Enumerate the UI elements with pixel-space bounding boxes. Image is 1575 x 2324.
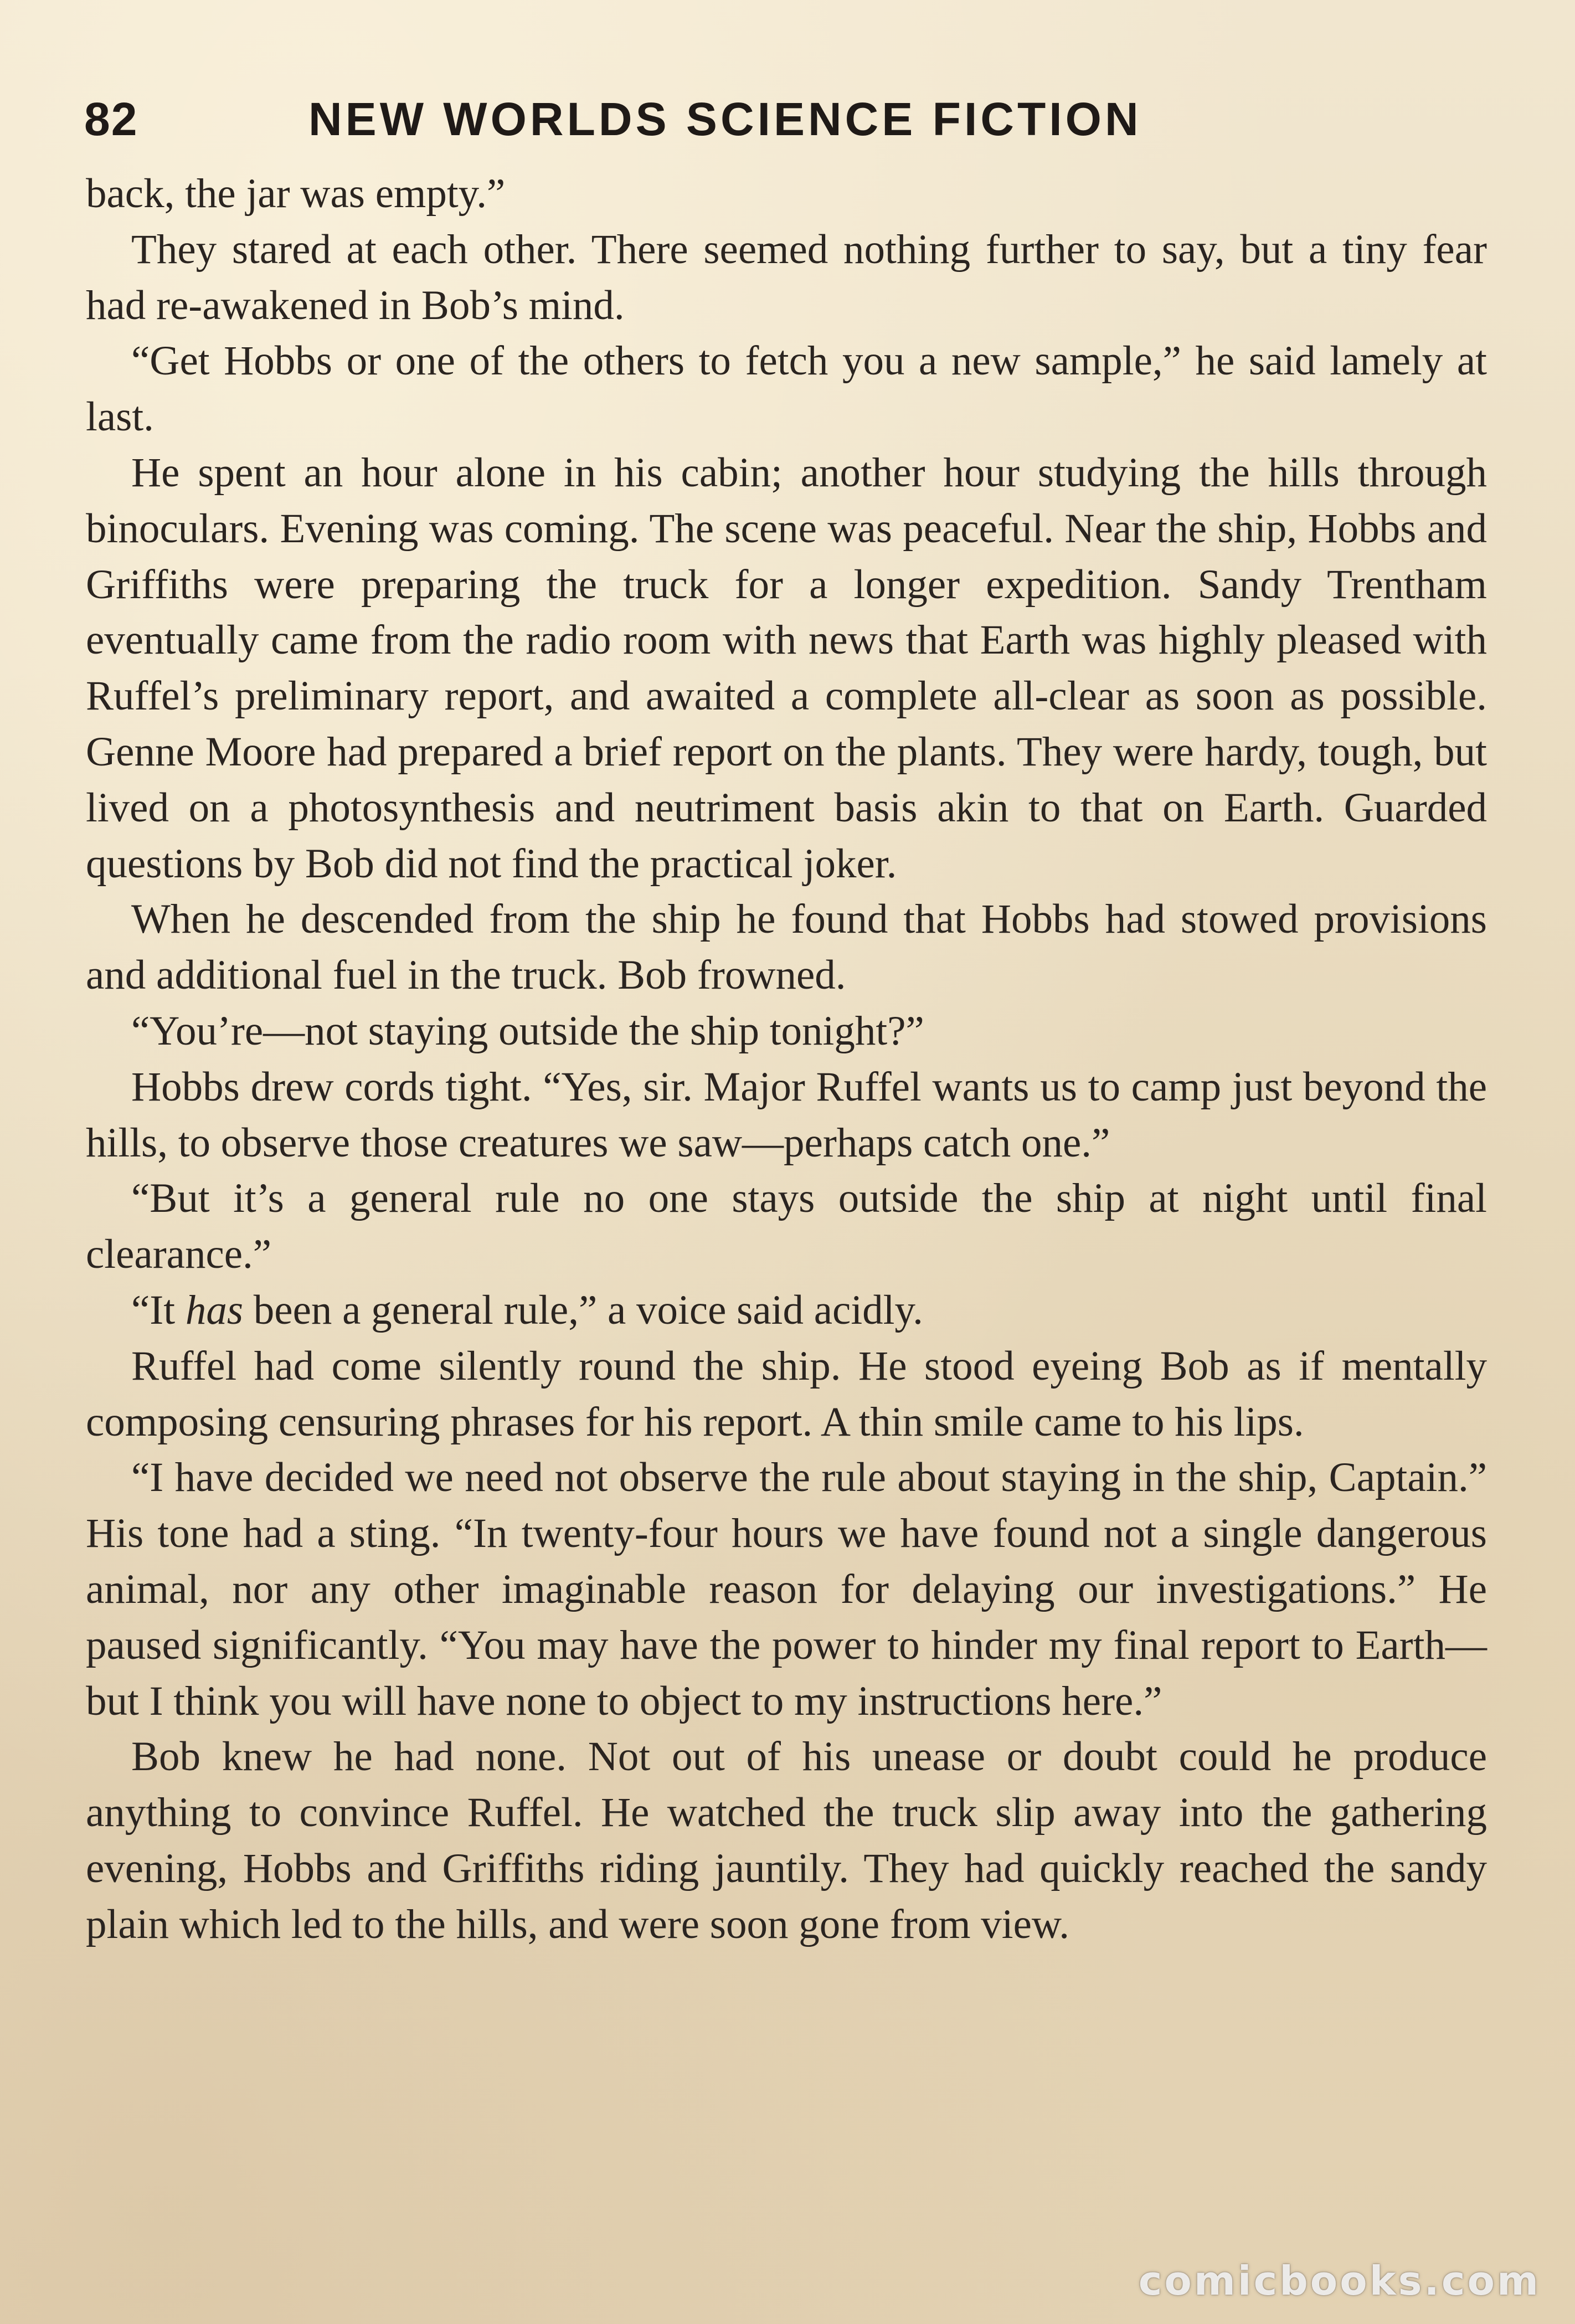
magazine-title: NEW WORLDS SCIENCE FICTION	[308, 93, 1142, 145]
paragraph: “You’re—not staying outside the ship tonight?”	[131, 1007, 924, 1054]
paragraph-continued: back, the jar was empty.”	[86, 171, 506, 217]
paragraph: “Get Hobbs or one of the others to fetch you a new sample,” he said lamely at last.	[86, 338, 1487, 440]
emphasized-word: has	[185, 1287, 244, 1333]
paragraph: Ruffel had come silently round the ship. He stood eyeing Bob as if mentally composing censuring phrases for his report. A thin smile came to his lips.	[86, 1343, 1487, 1445]
running-head	[84, 83, 1492, 155]
story-text	[86, 166, 1487, 1953]
watermark: comicbooks.com	[1138, 2258, 1541, 2304]
paragraph	[86, 1283, 1487, 1339]
paragraph: He spent an hour alone in his cabin; another hour studying the hills through binoculars. Evening was coming. The scene was peaceful. Near the ship, Hobbs and Griffiths were preparing the truck for a longer expedition. Sandy Trentham eventually came from the radio room with news that Earth was highly pleased with Ruffel’s preliminary report, and awaited a complete all-clear as soon as possible. Genne Moore had prepared a brief report on the plants. They were hardy, tough, but lived on a photosynthesis and neutriment basis akin to that on Earth. Guarded questions by Bob did not find the practical joker.	[86, 449, 1487, 887]
paragraph-text: been a general rule,” a voice said acidly.	[243, 1287, 923, 1333]
paragraph: When he descended from the ship he found that Hobbs had stowed provisions and additional fuel in the truck. Bob frowned.	[86, 896, 1487, 999]
paragraph: They stared at each other. There seemed nothing further to say, but a tiny fear had re-awakened in Bob’s mind.	[86, 226, 1487, 328]
paragraph: Hobbs drew cords tight. “Yes, sir. Major Ruffel wants us to camp just beyond the hills, to observe those creatures we saw—perhaps catch one.”	[86, 1063, 1487, 1166]
paragraph-text: “It	[131, 1287, 186, 1333]
paragraph: Bob knew he had none. Not out of his unease or doubt could he produce anything to convince Ruffel. He watched the truck slip away into the gathering evening, Hobbs and Griffiths riding jauntily. They had quickly reached the sandy plain which led to the hills, and were soon gone from view.	[86, 1734, 1487, 1947]
page-number: 82	[84, 93, 138, 145]
paragraph: “I have decided we need not observe the rule about staying in the ship, Captain.” His tone had a sting. “In twenty-four hours we have found not a single dangerous animal, nor any other imaginable reason for delaying our investigations.” He paused significantly. “You may have the power to hinder my final report to Earth—but I think you will have none to object to my instructions here.”	[86, 1454, 1487, 1724]
paragraph: “But it’s a general rule no one stays outside the ship at night until final clearance.”	[86, 1175, 1487, 1278]
